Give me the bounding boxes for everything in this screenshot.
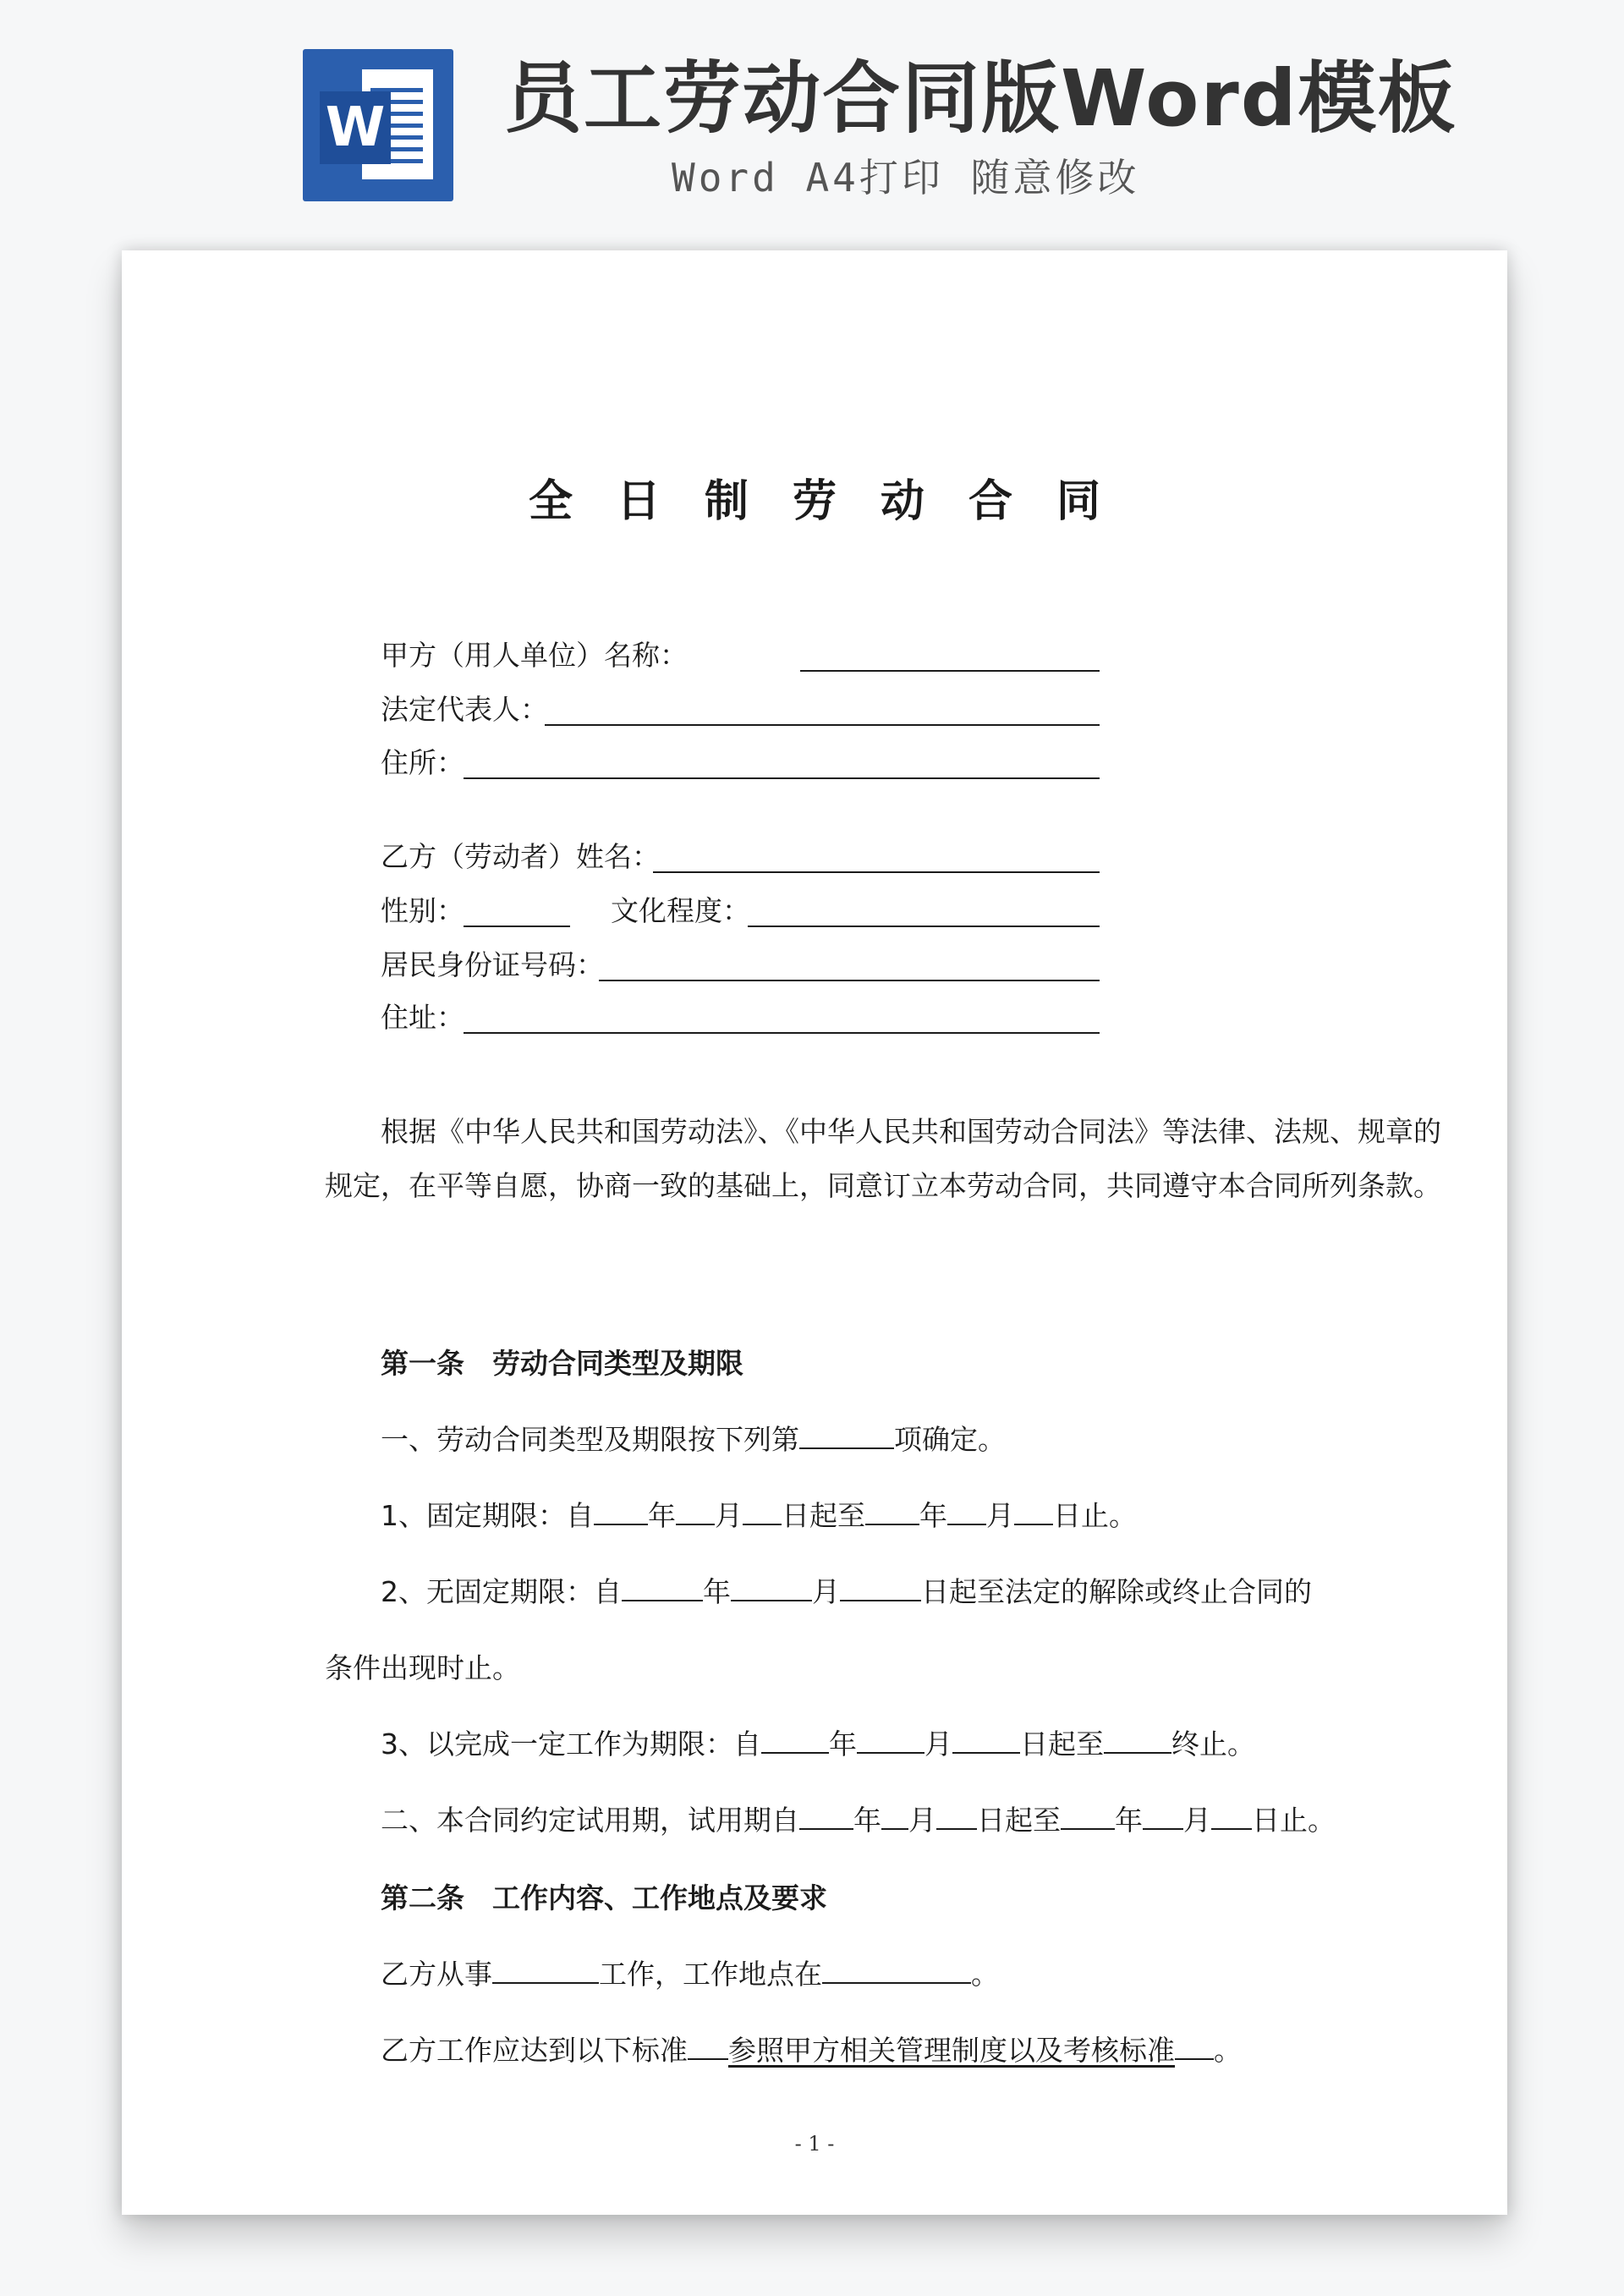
party-a-address-field[interactable] [381,742,1100,784]
probation-end-year-blank[interactable] [1061,1799,1115,1830]
work-type-blank[interactable] [492,1953,599,1984]
page-number: - 1 - [794,2132,835,2156]
party-a-name-blank[interactable] [800,670,1100,672]
party-b-name-blank[interactable] [653,871,1100,873]
fixed-end-month-blank[interactable] [947,1495,986,1525]
legal-representative-label: 法定代表人： [381,693,548,726]
article-2-heading: 第二条 工作内容、工作地点及要求 [381,1881,827,1914]
open-start-day-blank[interactable] [840,1571,921,1601]
gender-education-field[interactable] [381,890,1100,932]
probation-end-month-blank[interactable] [1143,1799,1183,1830]
open-start-year-blank[interactable] [622,1571,703,1601]
fixed-end-day-blank[interactable] [1014,1495,1053,1525]
banner-title: 员工劳动合同版Word模板 [504,53,1457,144]
article-1-heading: 第一条 劳动合同类型及期限 [381,1347,743,1380]
education-label: 文化程度： [611,894,750,927]
word-document-icon [303,49,453,201]
id-number-label: 居民身份证号码： [381,948,604,981]
fixed-end-year-blank[interactable] [865,1495,919,1525]
preamble-paragraph: 根据《中华人民共和国劳动法》、《中华人民共和国劳动合同法》等法律、法规、规章的规定，在平等自愿，协商一致的基础上，同意订立本劳动合同，共同遵守本合同所列条款。 [325,1115,1441,1202]
task-start-year-blank[interactable] [761,1723,829,1754]
open-term-continuation: 条件出现时止。 [325,1651,520,1684]
legal-representative-blank[interactable] [545,724,1100,726]
task-start-day-blank[interactable] [952,1723,1020,1754]
party-a-name-label: 甲方（用人单位）名称： [381,639,688,672]
document-page [122,250,1507,2215]
id-number-blank[interactable] [599,980,1100,981]
party-a-name-field[interactable] [381,634,1100,677]
contract-type-line: 一、劳动合同类型及期限按下列第 项确定。 [381,1418,1006,1462]
task-end-blank[interactable] [1104,1723,1171,1754]
work-standard-value[interactable]: 参照甲方相关管理制度以及考核标准 [728,2034,1175,2067]
open-term-line: 2、无固定期限：自 年 月 日起至法定的解除或终止合同的 [381,1570,1312,1614]
work-standard-line: 乙方工作应达到以下标准 参照甲方相关管理制度以及考核标准 。 [381,2029,1242,2073]
gender-blank[interactable] [464,926,570,927]
task-term-line: 3、以完成一定工作为期限：自 年 月 日起至 终止。 [381,1722,1255,1766]
probation-end-day-blank[interactable] [1211,1799,1252,1830]
contract-title: 全日制劳动合同 [528,476,1144,527]
probation-line: 二、本合同约定试用期，试用期自 年 月 日起至 年 月 日止。 [381,1799,1336,1843]
contract-type-blank[interactable] [799,1419,894,1449]
party-a-address-blank[interactable] [464,777,1100,779]
fixed-term-line: 1、固定期限：自 年 月 日起至 年 月 日止。 [381,1494,1137,1538]
probation-start-day-blank[interactable] [936,1799,977,1830]
fixed-start-day-blank[interactable] [743,1495,782,1525]
probation-start-year-blank[interactable] [799,1799,853,1830]
party-b-name-field[interactable] [381,836,1100,878]
id-number-field[interactable] [381,944,1100,986]
party-b-name-label: 乙方（劳动者）姓名： [381,840,660,873]
task-start-month-blank[interactable] [857,1723,924,1754]
education-blank[interactable] [748,926,1100,927]
party-b-address-label: 住址： [381,1001,464,1034]
fixed-start-month-blank[interactable] [676,1495,715,1525]
banner-subtitle: Word A4打印 随意修改 [672,155,1140,200]
party-b-address-field[interactable] [381,997,1100,1039]
work-location-blank[interactable] [822,1953,971,1984]
legal-representative-field[interactable] [381,689,1100,731]
work-content-line: 乙方从事 工作，工作地点在 。 [381,1953,999,1997]
template-banner [0,0,1624,228]
word-logo-letter: W [320,91,391,164]
open-start-month-blank[interactable] [731,1571,812,1601]
party-a-address-label: 住所： [381,746,464,779]
probation-start-month-blank[interactable] [881,1799,908,1830]
party-b-address-blank[interactable] [464,1032,1100,1034]
fixed-start-year-blank[interactable] [594,1495,648,1525]
gender-label: 性别： [381,894,464,927]
